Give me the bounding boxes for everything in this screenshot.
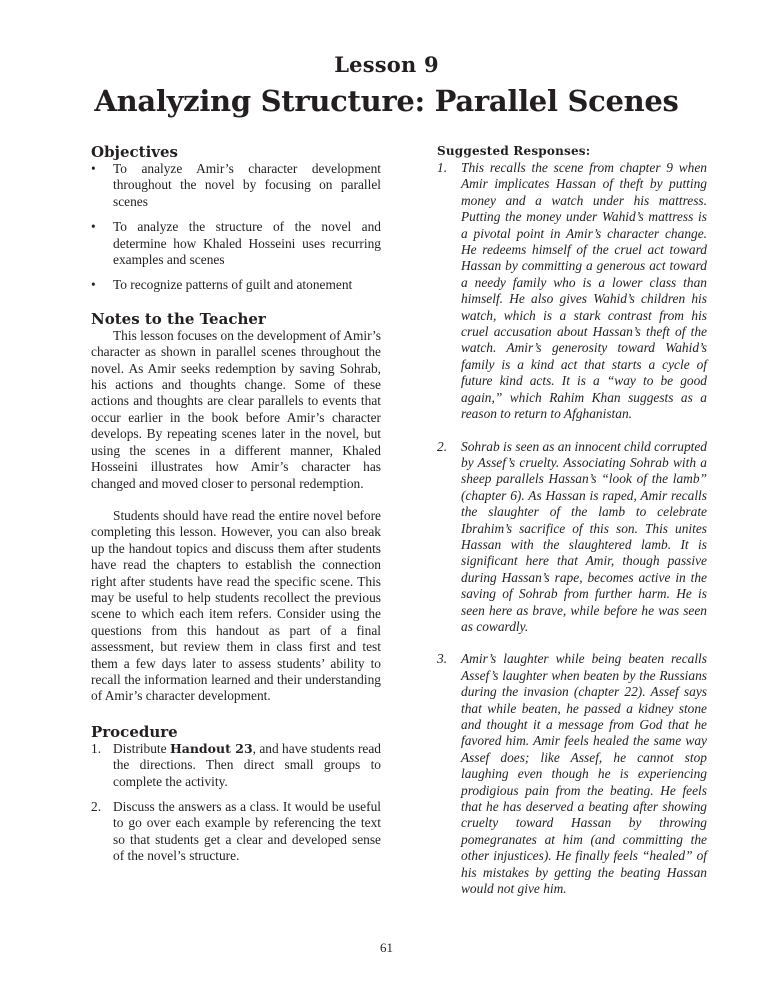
bullet-icon: • <box>91 277 96 293</box>
procedure-number: 2. <box>91 799 102 814</box>
response-item <box>437 160 707 423</box>
objectives-list <box>91 161 381 294</box>
notes-heading: Notes to the Teacher <box>91 309 266 328</box>
procedure-section <box>91 723 381 865</box>
objective-item <box>91 219 381 268</box>
response-text: This recalls the scene from chapter 9 when Amir implicates Hassan of theft by putting money and a watch under his mattress. Putting the money under Wahid’s mattress is a pivotal point in Amir’s character change. He redeems himself of the cruel act toward Hassan by committing a generous act toward a needy family who is a lower class than himself. He also gives Wahid’s children his watch, which is a stark contrast from his cruel accusation about Hassan’s theft of the watch. Amir’s generosity toward Wahid’s family is a kind act that starts a cycle of future kind acts. It is a “way to be good again,” which Rahim Khan suggests as a reason to return to Afghanistan. <box>461 160 707 422</box>
procedure-text: Distribute <box>113 740 170 756</box>
response-number: 1. <box>437 160 448 175</box>
objective-item <box>91 161 381 210</box>
bullet-icon: • <box>91 161 96 176</box>
lesson-title: Analyzing Structure: Parallel Scenes <box>94 84 679 118</box>
procedure-text: Discuss the answers as a class. It would be useful to go over each example by referencing the text so that students get a clear and developed sense of the novel’s structure. <box>113 799 381 864</box>
objective-text: To recognize patterns of guilt and atonement <box>113 277 353 293</box>
procedure-heading: Procedure <box>91 722 178 741</box>
response-text: Amir’s laughter while being beaten recalls Assef’s laughter when beaten by the Russians during the invasion (chapter 22). Assef says that while beaten, he passed a kidney stone and thought it a message from God that he favored him. Amir feels healed the same way Assef does; like Assef, he cannot stop laughing even though he is experiencing prodigious pain from the beating. He feels that he has deserved a beating after showing cruelty toward Hassan by throwing pomegranates at him (and committing the other injustices). He finally feels “healed” of his mistakes by getting the beating Hassan would not give him. <box>461 651 707 897</box>
response-item <box>437 651 707 897</box>
objective-text: To analyze the structure of the novel and determine how Khaled Hosseini uses recurring examples and scenes <box>113 219 381 268</box>
page-number: 61 <box>380 940 393 955</box>
left-column <box>91 143 381 874</box>
objectives-section <box>91 143 381 294</box>
notes-paragraph: This lesson focuses on the development of Amir’s character as shown in parallel scenes throughout the novel. As Amir seeks redemption by saving Sohrab, his actions and thoughts change. Some of these actions and thoughts are clear parallels to events that occur earlier in the book before Amir’s character develops. By repeating scenes later in the novel, but using the scenes in a different manner, Khaled Hosseini illustrates how Amir’s character has changed and moved closer to personal redemption. <box>91 327 381 491</box>
responses-heading: Suggested Responses: <box>437 144 591 158</box>
bullet-icon: • <box>91 219 96 235</box>
response-text: Sohrab is seen as an innocent child corrupted by Assef’s cruelty. Associating Sohrab with a sheep parallels Hassan’s “look of the lamb” (chapter 6). As Hassan is raped, Amir recalls the slaughter of the lamb to celebrate Ibrahim’s sacrifice of this son. This unites Hassan with the slaughtered lamb. It is significant here that Amir, though passive during Hassan’s rape, becomes active in the saving of Sohrab from further harm. He is seen here as brave, while before he was seen as cowardly. <box>461 438 707 634</box>
procedure-list <box>91 741 381 865</box>
response-number: 2. <box>437 438 448 454</box>
objectives-heading: Objectives <box>91 143 178 161</box>
lesson-number: Lesson 9 <box>334 52 439 77</box>
notes-section <box>91 310 381 705</box>
objective-text: To analyze Amir’s character development throughout the novel by focusing on parallel scenes <box>113 161 381 209</box>
notes-paragraph: Students should have read the entire novel before completing this lesson. However, you can also break up the handout topics and discuss them after students have read the chapters to establish the connection right after students have read the specific scene. This may be useful to help students recollect the previous scene to which each item refers. Consider using the questions from this handout as part of a final assessment, but review them in class first and test them a few days later to assess students’ ability to recall the information learned and their understanding of Amir’s character development. <box>91 507 381 704</box>
page-header <box>0 52 773 120</box>
responses-section <box>437 143 707 897</box>
response-number: 3. <box>437 651 448 667</box>
response-item <box>437 439 707 636</box>
procedure-number: 1. <box>91 740 102 756</box>
objective-item <box>91 277 381 293</box>
handout-reference: Handout 23 <box>169 740 253 756</box>
responses-list <box>437 160 707 897</box>
procedure-item <box>91 799 381 865</box>
procedure-text: , and have students read the directions. Then direct small groups to complete the activity. <box>113 740 381 789</box>
procedure-item <box>91 741 381 790</box>
right-column <box>437 143 707 913</box>
